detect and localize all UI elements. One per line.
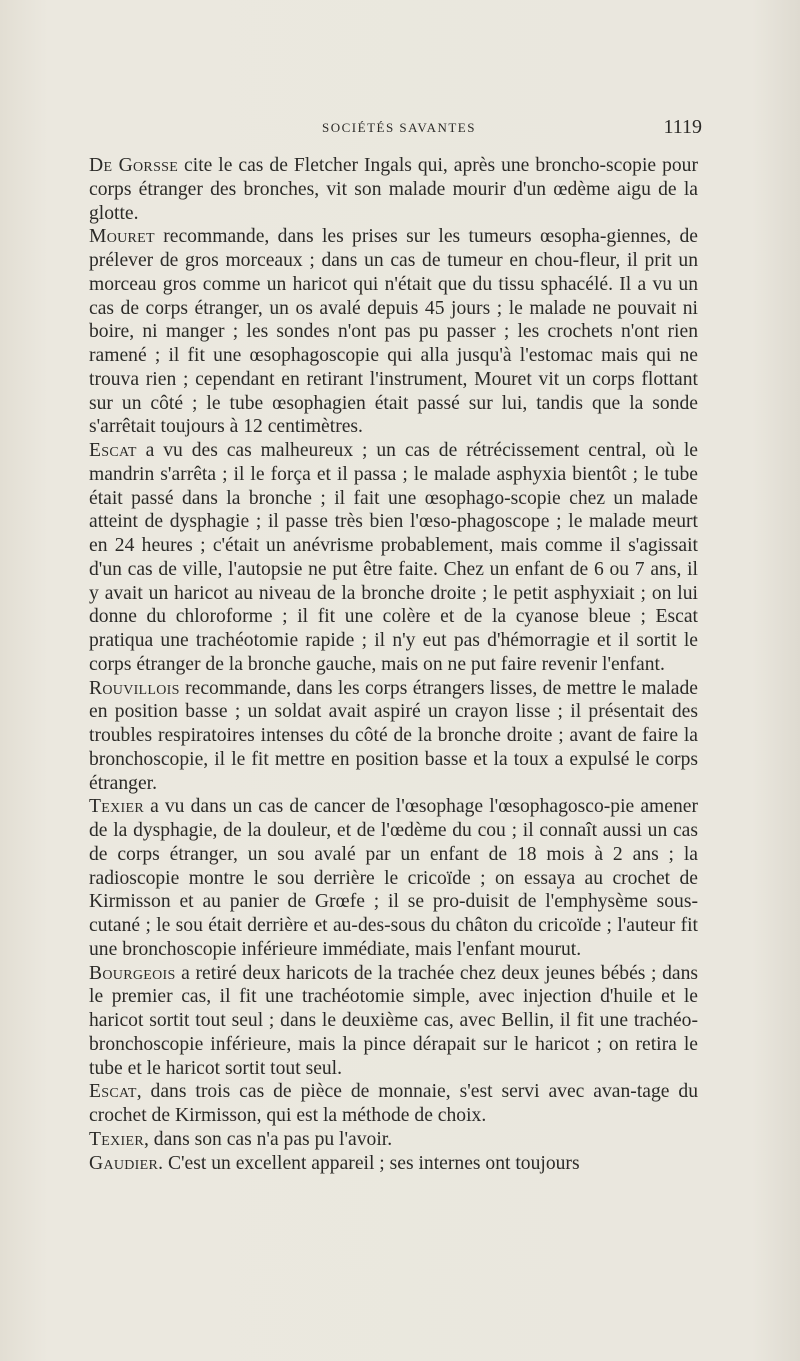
- page-number: 1119: [663, 116, 702, 138]
- paragraph-text: , dans trois cas de pièce de monnaie, s'est servi avec avan-tage du crochet de Kirmisson, qui est la méthode de choix.: [89, 1081, 698, 1126]
- paragraph: [89, 1080, 698, 1128]
- paragraph-text: recommande, dans les prises sur les tumeurs œsopha-giennes, de prélever de gros morceaux ; dans un cas de tumeur en chou-fleur, il prit un morceau gros comme un haricot qui n'était que du tissu sphacélé. Il a vu un cas de corps étranger, un os avalé depuis 45 jours ; le malade ne pouvait ni boire, ni manger ; les sondes n'ont pas pu passer ; les crochets n'ont rien ramené ; il fit une œsophagoscopie qui alla jusqu'à l'estomac mais qui ne trouva rien ; cependant en retirant l'instrument, Mouret vit un corps flottant sur un côté ; le tube œsophagien était passé sur lui, tandis que la sonde s'arrêtait toujours à 12 centimètres.: [89, 226, 698, 438]
- paragraph: [89, 225, 698, 439]
- paragraph: [89, 1128, 698, 1152]
- paragraph-text: a vu des cas malheureux ; un cas de rétrécissement central, où le mandrin s'arrêta ; il le força et il passa ; le malade asphyxia bientôt ; le tube était passé dans la bronche ; il fait une œsophago-scopie chez un malade atteint de dysphagie ; il passe très bien l'œso-phagoscope ; le malade meurt en 24 heures ; c'était un anévrisme probablement, mais comme il s'agissait d'un cas de ville, l'autopsie ne put être faite. Chez un enfant de 6 ou 7 ans, il y avait un haricot au niveau de la bronche droite ; le petit asphyxiait ; on lui donne du chloroforme ; il fit une colère et de la cyanose bleue ; Escat pratiqua une trachéotomie rapide ; il n'y eut pas d'hémorragie et il sortit le corps étranger de la bronche gauche, mais on ne put faire revenir l'enfant.: [89, 440, 698, 675]
- paragraph-text: a vu dans un cas de cancer de l'œsophage l'œsophagosco-pie amener de la dysphagie, de la douleur, et de l'œdème du cou ; il connaît aussi un cas de corps étranger, un sou avalé par un enfant de 18 mois à 2 ans ; la radioscopie montre le sou derrière le cricoïde ; on essaya au crochet de Kirmisson et au panier de Grœfe ; il se pro-duisit de l'emphysème sous-cutané ; le sou était derrière et au-des-sous du châton du cricoïde ; l'auteur fit une bronchoscopie inférieure immédiate, mais l'enfant mourut.: [89, 796, 698, 960]
- paragraph-text: . C'est un excellent appareil ; ses internes ont toujours: [158, 1152, 580, 1174]
- speaker-name: De Gorsse: [89, 155, 179, 176]
- paragraph: [89, 962, 698, 1081]
- speaker-name: Texier: [89, 796, 144, 818]
- speaker-name: Bourgeois: [89, 962, 176, 984]
- paragraph: [89, 795, 698, 961]
- paragraph-text: a retiré deux haricots de la trachée chez deux jeunes bébés ; dans le premier cas, il fit une trachéotomie simple, avec injection d'huile et le haricot sortit tout seul ; dans le deuxième cas, avec Bellin, il fit une trachéo-bronchoscopie inférieure, mais la pince dérapait sur le haricot ; on retira le tube et le haricot sortit tout seul.: [89, 962, 698, 1079]
- paragraph-text: recommande, dans les corps étrangers lisses, de mettre le malade en position basse ; un soldat avait aspiré un crayon lisse ; il présentait des troubles respiratoires intenses du côté de la bronche droite ; avant de faire la bronchoscopie, il le fit mettre en position basse et la toux a expulsé le corps étranger.: [89, 677, 698, 794]
- speaker-name: Escat: [89, 1081, 137, 1103]
- paragraph: [89, 1152, 698, 1176]
- speaker-name: Rouvillois: [89, 677, 180, 699]
- paragraph: [89, 154, 698, 225]
- speaker-name: Escat: [89, 440, 137, 461]
- speaker-name: Gaudier: [89, 1152, 159, 1174]
- paragraph: [89, 439, 698, 677]
- speaker-name: Texier: [89, 1128, 144, 1150]
- paragraph-text: , dans son cas n'a pas pu l'avoir.: [143, 1128, 393, 1150]
- paragraph: [89, 677, 698, 796]
- running-title: SOCIÉTÉS SAVANTES: [322, 120, 476, 135]
- speaker-name: Mouret: [89, 226, 155, 248]
- page-header: [90, 116, 708, 140]
- paragraph-text: cite le cas de Fletcher Ingals qui, après une broncho-scopie pour corps étranger des bronches, vit son malade mourir d'un œdème aigu de la glotte.: [89, 155, 698, 224]
- article-body: [89, 154, 698, 1175]
